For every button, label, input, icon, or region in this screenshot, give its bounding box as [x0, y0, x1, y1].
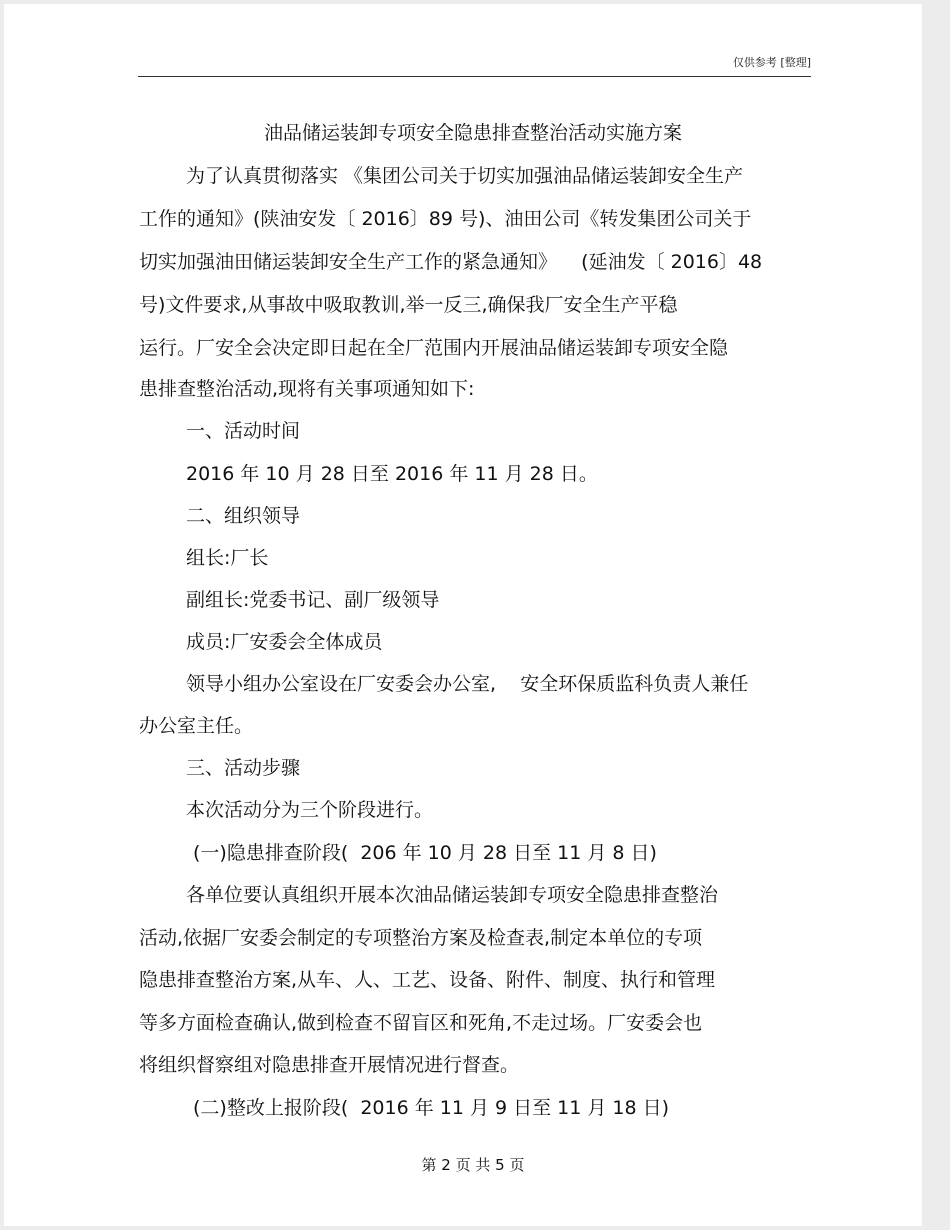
body-line: 等多方面检查确认,做到检查不留盲区和死角,不走过场。厂安委会也: [139, 1012, 703, 1034]
section-heading: 二、组织领导: [186, 505, 301, 527]
subsection-heading: (一)隐患排查阶段( 206 年 10 月 28 日至 11 月 8 日): [193, 842, 657, 864]
page-footer: 第 2 页 共 5 页: [421, 1156, 525, 1174]
page-header: 仅供参考 [整理]: [732, 56, 811, 69]
body-line: 将组织督察组对隐患排查开展情况进行督查。: [139, 1054, 520, 1076]
body-line: 号)文件要求,从事故中吸取教训,举一反三,确保我厂安全生产平稳: [139, 294, 678, 316]
header-divider: [138, 76, 811, 77]
subsection-heading: (二)整改上报阶段( 2016 年 11 月 9 日至 11 月 18 日): [193, 1097, 670, 1119]
section-heading: 一、活动时间: [186, 420, 301, 442]
body-line: 为了认真贯彻落实 《集团公司关于切实加强油品储运装卸安全生产: [186, 165, 744, 187]
body-line: 副组长:党委书记、副厂级领导: [186, 589, 440, 611]
body-line: 办公室主任。: [139, 715, 254, 737]
body-line: 组长:厂长: [186, 547, 269, 569]
body-line: 患排查整治活动,现将有关事项通知如下:: [139, 378, 475, 400]
body-line: 成员:厂安委会全体成员: [186, 631, 383, 653]
body-line: 运行。厂安全会决定即日起在全厂范围内开展油品储运装卸专项安全隐: [139, 337, 729, 359]
body-line: 隐患排查整治方案,从车、人、工艺、设备、附件、制度、执行和管理: [139, 969, 716, 991]
body-line: 各单位要认真组织开展本次油品储运装卸专项安全隐患排查整治: [186, 884, 719, 906]
body-line: 切实加强油田储运装卸安全生产工作的紧急通知》 (延油发〔 2016〕48: [139, 251, 763, 273]
body-line: 领导小组办公室设在厂安委会办公室, 安全环保质监科负责人兼任: [186, 673, 749, 695]
document-title: 油品储运装卸专项安全隐患排查整治活动实施方案: [263, 122, 682, 144]
section-heading: 三、活动步骤: [186, 757, 301, 779]
body-line: 工作的通知》(陕油安发〔 2016〕89 号)、油田公司《转发集团公司关于: [139, 208, 752, 230]
body-line: 2016 年 10 月 28 日至 2016 年 11 月 28 日。: [186, 463, 598, 485]
body-line: 本次活动分为三个阶段进行。: [186, 799, 434, 821]
body-line: 活动,依据厂安委会制定的专项整治方案及检查表,制定本单位的专项: [139, 927, 703, 949]
